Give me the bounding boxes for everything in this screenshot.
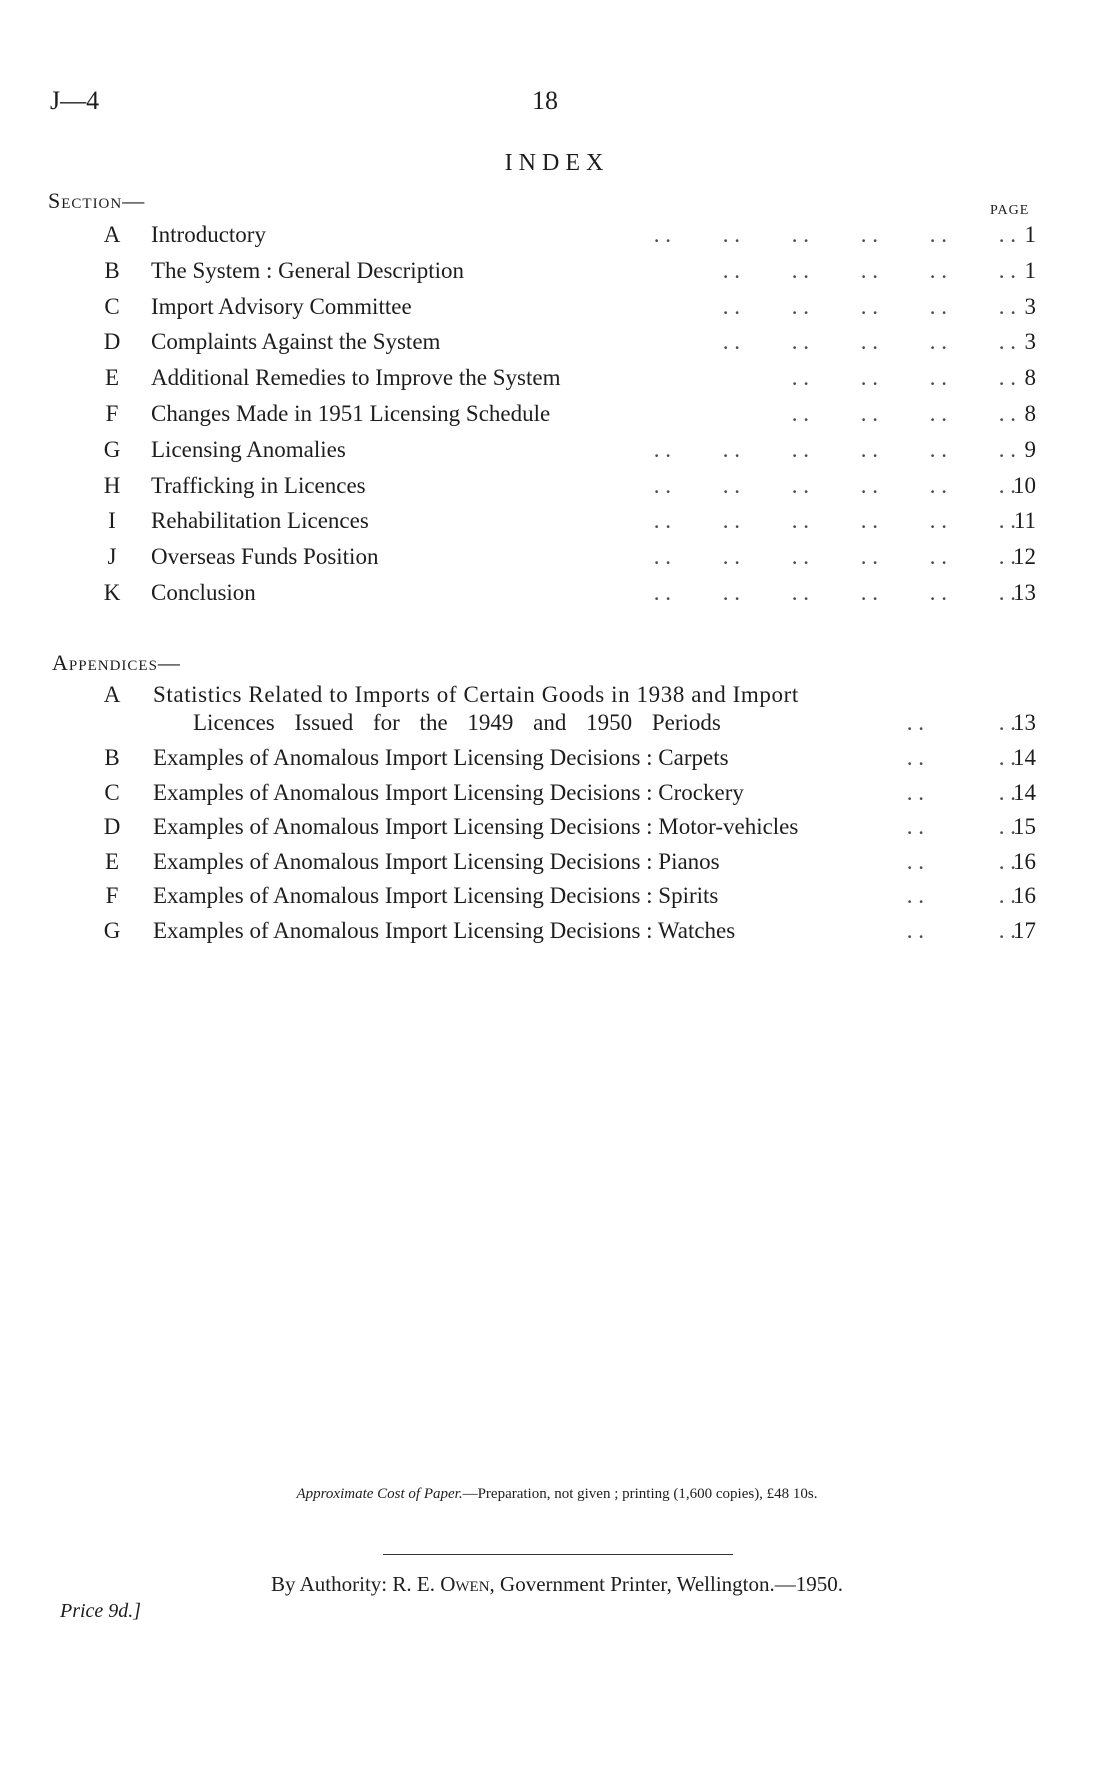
section-page: 9 — [1024, 437, 1036, 462]
appendix-letter: F — [105, 883, 119, 908]
section-title: Import Advisory Committee — [151, 294, 412, 319]
authority-suffix: , Government Printer, Wellington.—1950. — [489, 1572, 843, 1596]
section-entry — [0, 437, 1114, 471]
section-letter: C — [104, 294, 120, 319]
cost-of-paper — [0, 1486, 1114, 1503]
section-letter: F — [105, 401, 119, 426]
appendix-title: Examples of Anomalous Import Licensing Decisions : Pianos — [153, 849, 726, 875]
appendix-entry-continued — [0, 710, 1114, 744]
section-title: Overseas Funds Position — [151, 544, 379, 569]
section-letter: K — [103, 580, 121, 605]
section-page: 12 — [1013, 544, 1036, 569]
section-title: Additional Remedies to Improve the System — [151, 365, 561, 390]
appendix-title: Examples of Anomalous Import Licensing Decisions : Motor-vehicles — [153, 814, 804, 840]
section-entry — [0, 294, 1114, 328]
section-letter: G — [103, 437, 121, 462]
divider-rule — [383, 1554, 733, 1555]
dot-leader: . . . . . . . . . . . . — [653, 508, 1016, 533]
section-entry — [0, 329, 1114, 363]
section-heading: Section— — [48, 188, 146, 213]
appendix-letter: C — [104, 780, 120, 805]
section-entry — [0, 258, 1114, 292]
appendix-letter: A — [103, 682, 121, 707]
section-title: Licensing Anomalies — [151, 437, 346, 462]
section-letter: E — [104, 365, 120, 390]
section-page: 8 — [1024, 365, 1036, 390]
dot-leader: . . . . . . . . . . — [722, 294, 1016, 319]
section-title: Complaints Against the System — [151, 329, 441, 354]
document-reference: J—4 — [50, 86, 100, 115]
appendix-title-line2: Licences Issued for the 1949 and 1950 Periods — [193, 710, 727, 736]
section-letter: B — [104, 258, 120, 283]
appendix-page: 17 — [1013, 918, 1036, 943]
appendix-page: 15 — [1013, 814, 1036, 839]
page-number: 18 — [532, 86, 558, 115]
dot-leader: . . . . . . . . — [791, 401, 1016, 426]
dot-leader: . . . . . . . . . . — [722, 258, 1016, 283]
section-page: 3 — [1024, 294, 1036, 319]
section-page: 3 — [1024, 329, 1036, 354]
section-letter: A — [103, 222, 121, 247]
section-letter: H — [103, 473, 121, 498]
section-page: 13 — [1013, 580, 1036, 605]
appendix-title: Examples of Anomalous Import Licensing Decisions : Watches — [153, 918, 741, 944]
section-title: The System : General Description — [151, 258, 464, 283]
appendices-heading: Appendices— — [52, 650, 181, 675]
section-page: 1 — [1024, 258, 1036, 283]
dot-leader: . . . . . . . . . . . . — [653, 222, 1016, 247]
dot-leader: . . . . . . . . . . — [722, 329, 1016, 354]
dot-leader: . . . . — [906, 780, 1016, 805]
appendix-title: Examples of Anomalous Import Licensing Decisions : Crockery — [153, 780, 750, 806]
section-title: Rehabilitation Licences — [151, 508, 369, 533]
appendix-title: Examples of Anomalous Import Licensing Decisions : Spirits — [153, 883, 724, 909]
appendix-page: 14 — [1013, 745, 1036, 770]
dot-leader: . . . . . . . . — [791, 365, 1016, 390]
section-title: Introductory — [151, 222, 266, 247]
appendix-entry — [0, 814, 1114, 848]
dot-leader: . . . . — [906, 883, 1016, 908]
section-entry — [0, 365, 1114, 399]
section-page: 8 — [1024, 401, 1036, 426]
price: Price 9d.] — [60, 1600, 142, 1622]
appendix-entry — [0, 745, 1114, 779]
section-letter: D — [103, 329, 121, 354]
dot-leader: . . . . — [906, 918, 1016, 943]
section-title: Conclusion — [151, 580, 256, 605]
appendix-page: 14 — [1013, 780, 1036, 805]
dot-leader: . . . . . . . . . . . . — [653, 437, 1016, 462]
section-title: Changes Made in 1951 Licensing Schedule — [151, 401, 551, 426]
appendix-page: 16 — [1013, 883, 1036, 908]
dot-leader: . . . . . . . . . . . . — [653, 473, 1016, 498]
section-title: Trafficking in Licences — [151, 473, 366, 498]
page-column-heading: PAGE — [990, 203, 1030, 218]
section-entry — [0, 580, 1114, 614]
appendix-title-line1: Statistics Related to Imports of Certain Goods in 1938 and Import — [153, 682, 805, 708]
appendix-page: 13 — [1013, 710, 1036, 735]
dot-leader: . . . . . . . . . . . . — [653, 580, 1016, 605]
authority-prefix: By Authority: — [271, 1572, 388, 1596]
section-letter: J — [107, 544, 117, 569]
appendix-entry — [0, 849, 1114, 883]
authority-line — [0, 1572, 1114, 1597]
appendix-letter: D — [103, 814, 121, 839]
dot-leader: . . . . . . . . . . . . — [653, 544, 1016, 569]
appendix-letter: B — [104, 745, 120, 770]
section-page: 10 — [1013, 473, 1036, 498]
cost-label: Approximate Cost of Paper. — [296, 1486, 463, 1502]
dot-leader: . . . . — [906, 814, 1016, 839]
appendix-letter: E — [104, 849, 120, 874]
appendix-entry — [0, 780, 1114, 814]
section-page: 1 — [1024, 222, 1036, 247]
section-entry — [0, 544, 1114, 578]
appendix-page: 16 — [1013, 849, 1036, 874]
section-entry — [0, 401, 1114, 435]
section-entry — [0, 508, 1114, 542]
dot-leader: . . . . — [906, 745, 1016, 770]
index-title: INDEX — [504, 150, 610, 176]
cost-text: —Preparation, not given ; printing (1,600 copies), £48 10s. — [462, 1486, 818, 1502]
section-entry — [0, 222, 1114, 256]
appendix-entry — [0, 918, 1114, 952]
section-entry — [0, 473, 1114, 507]
section-page: 11 — [1013, 508, 1036, 533]
printer-name: R. E. Owen — [392, 1572, 490, 1596]
dot-leader: . . . . — [906, 849, 1016, 874]
appendix-title: Examples of Anomalous Import Licensing Decisions : Carpets — [153, 745, 735, 771]
appendix-entry — [0, 883, 1114, 917]
section-letter: I — [108, 508, 116, 533]
dot-leader: . . . . — [906, 710, 1016, 735]
appendix-letter: G — [103, 918, 121, 943]
